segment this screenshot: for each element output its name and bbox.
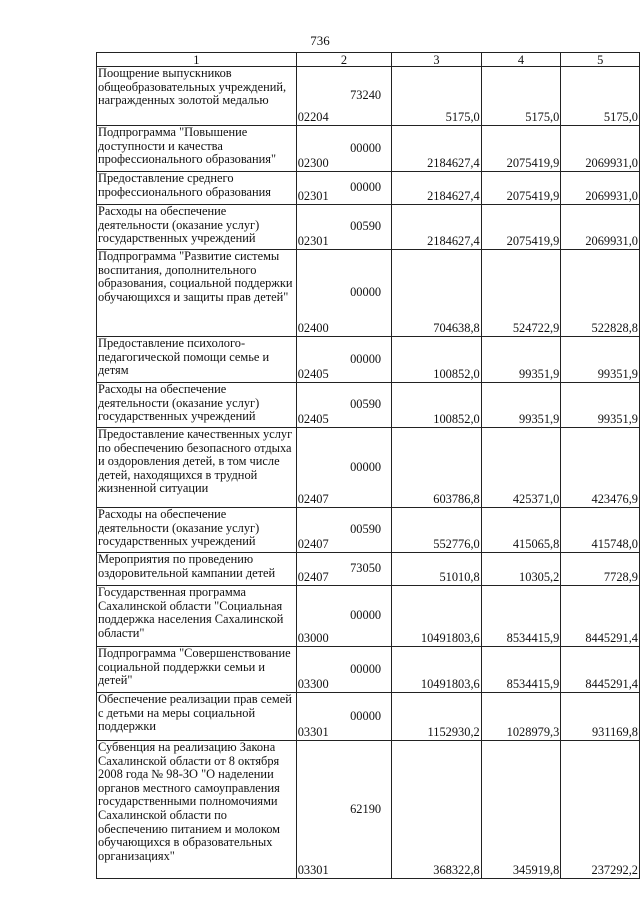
table-row: [97, 383, 640, 428]
row-value-col5: 415748,0: [561, 508, 640, 553]
row-subcode-cell: 62190: [340, 741, 392, 879]
row-value-col5: 5175,0: [561, 67, 640, 126]
row-value-col3: 2184627,4: [392, 205, 482, 250]
row-value-col3: 552776,0: [392, 508, 482, 553]
page-number: 736: [310, 33, 330, 48]
row-value-col4: 10305,2: [481, 553, 561, 586]
row-code-cell: 02407: [296, 553, 340, 586]
row-code-cell: 03300: [296, 647, 340, 693]
row-subcode-cell: 00000: [340, 172, 392, 205]
row-code-cell: 02400: [296, 250, 340, 337]
row-value-col3: 5175,0: [392, 67, 482, 126]
row-value-col5: 99351,9: [561, 337, 640, 383]
row-value-col5: 522828,8: [561, 250, 640, 337]
row-code-cell: 02405: [296, 383, 340, 428]
row-value-col3: 10491803,6: [392, 586, 482, 647]
row-value-col5: 2069931,0: [561, 205, 640, 250]
budget-table: [96, 52, 640, 879]
row-subcode-cell: 73050: [340, 553, 392, 586]
row-value-col3: 1152930,2: [392, 693, 482, 741]
row-name-cell: Предоставление среднего профессионального образования: [97, 172, 297, 205]
row-subcode-cell: 00000: [340, 693, 392, 741]
row-value-col4: 8534415,9: [481, 586, 561, 647]
row-value-col5: 8445291,4: [561, 647, 640, 693]
row-name-cell: Обеспечение реализации прав семей с детьми на меры социальной поддержки: [97, 693, 297, 741]
table-row: [97, 508, 640, 553]
row-name-cell: Расходы на обеспечение деятельности (оказание услуг) государственных учреждений: [97, 508, 297, 553]
table-row: [97, 337, 640, 383]
row-value-col3: 603786,8: [392, 428, 482, 508]
row-name-cell: Предоставление качественных услуг по обеспечению безопасного отдыха и оздоровления детей, в том числе детей, находящихся в трудной жизненной ситуации: [97, 428, 297, 508]
column-header: 3: [392, 53, 482, 67]
column-header: 4: [481, 53, 561, 67]
row-code-cell: 02301: [296, 172, 340, 205]
row-code-cell: 03301: [296, 693, 340, 741]
row-code-cell: 02300: [296, 126, 340, 172]
row-name-cell: Подпрограмма "Развитие системы воспитания, дополнительного образования, социальной поддержки обучающихся и защиты прав детей": [97, 250, 297, 337]
row-value-col4: 2075419,9: [481, 172, 561, 205]
row-value-col4: 99351,9: [481, 337, 561, 383]
row-subcode-cell: 00590: [340, 383, 392, 428]
row-subcode-cell: 00000: [340, 337, 392, 383]
row-value-col3: 2184627,4: [392, 172, 482, 205]
row-subcode-cell: 00000: [340, 586, 392, 647]
row-code-cell: 03000: [296, 586, 340, 647]
row-name-cell: Подпрограмма "Совершенствование социальной поддержки семьи и детей": [97, 647, 297, 693]
row-name-cell: Расходы на обеспечение деятельности (оказание услуг) государственных учреждений: [97, 205, 297, 250]
column-header: 1: [97, 53, 297, 67]
row-value-col5: 423476,9: [561, 428, 640, 508]
row-subcode-cell: 00590: [340, 508, 392, 553]
table-row: [97, 693, 640, 741]
row-value-col5: 7728,9: [561, 553, 640, 586]
row-name-cell: Расходы на обеспечение деятельности (оказание услуг) государственных учреждений: [97, 383, 297, 428]
row-value-col4: 99351,9: [481, 383, 561, 428]
row-value-col3: 2184627,4: [392, 126, 482, 172]
table-row: [97, 428, 640, 508]
row-code-cell: 02301: [296, 205, 340, 250]
column-header: 5: [561, 53, 640, 67]
row-value-col3: 704638,8: [392, 250, 482, 337]
row-value-col5: 237292,2: [561, 741, 640, 879]
row-subcode-cell: 00590: [340, 205, 392, 250]
row-name-cell: Подпрограмма "Повышение доступности и качества профессионального образования": [97, 126, 297, 172]
table-row: [97, 172, 640, 205]
row-value-col3: 100852,0: [392, 337, 482, 383]
row-value-col4: 2075419,9: [481, 126, 561, 172]
row-value-col3: 100852,0: [392, 383, 482, 428]
row-name-cell: Мероприятия по проведению оздоровительной кампании детей: [97, 553, 297, 586]
row-value-col5: 8445291,4: [561, 586, 640, 647]
row-subcode-cell: 00000: [340, 428, 392, 508]
row-subcode-cell: 73240: [340, 67, 392, 126]
table-row: [97, 553, 640, 586]
row-value-col3: 10491803,6: [392, 647, 482, 693]
table-row: [97, 126, 640, 172]
table-row: [97, 647, 640, 693]
table-body: [97, 67, 640, 879]
row-value-col5: 2069931,0: [561, 172, 640, 205]
header-row: [97, 53, 640, 67]
table-row: [97, 250, 640, 337]
row-value-col4: 345919,8: [481, 741, 561, 879]
row-value-col4: 524722,9: [481, 250, 561, 337]
row-subcode-cell: 00000: [340, 647, 392, 693]
table-row: [97, 67, 640, 126]
row-code-cell: 02407: [296, 428, 340, 508]
row-value-col4: 5175,0: [481, 67, 561, 126]
row-value-col4: 8534415,9: [481, 647, 561, 693]
table-row: [97, 205, 640, 250]
row-name-cell: Предоставление психолого-педагогической помощи семье и детям: [97, 337, 297, 383]
column-header: 2: [296, 53, 392, 67]
row-subcode-cell: 00000: [340, 126, 392, 172]
row-name-cell: Поощрение выпускников общеобразовательных учреждений, награжденных золотой медалью: [97, 67, 297, 126]
table-row: [97, 741, 640, 879]
row-name-cell: Субвенция на реализацию Закона Сахалинской области от 8 октября 2008 года № 98-ЗО "О наделении органов местного самоуправления государственными полномочиями Сахалинской области по обеспечению питанием и молоком обучающихся в образовательных организациях": [97, 741, 297, 879]
row-code-cell: 02405: [296, 337, 340, 383]
row-value-col5: 931169,8: [561, 693, 640, 741]
row-value-col4: 415065,8: [481, 508, 561, 553]
row-code-cell: 02407: [296, 508, 340, 553]
row-value-col4: 2075419,9: [481, 205, 561, 250]
row-value-col4: 1028979,3: [481, 693, 561, 741]
row-code-cell: 02204: [296, 67, 340, 126]
table-row: [97, 586, 640, 647]
row-value-col4: 425371,0: [481, 428, 561, 508]
row-value-col5: 2069931,0: [561, 126, 640, 172]
row-value-col3: 368322,8: [392, 741, 482, 879]
row-value-col3: 51010,8: [392, 553, 482, 586]
row-code-cell: 03301: [296, 741, 340, 879]
row-name-cell: Государственная программа Сахалинской области "Социальная поддержка населения Сахалинской области": [97, 586, 297, 647]
row-subcode-cell: 00000: [340, 250, 392, 337]
row-value-col5: 99351,9: [561, 383, 640, 428]
